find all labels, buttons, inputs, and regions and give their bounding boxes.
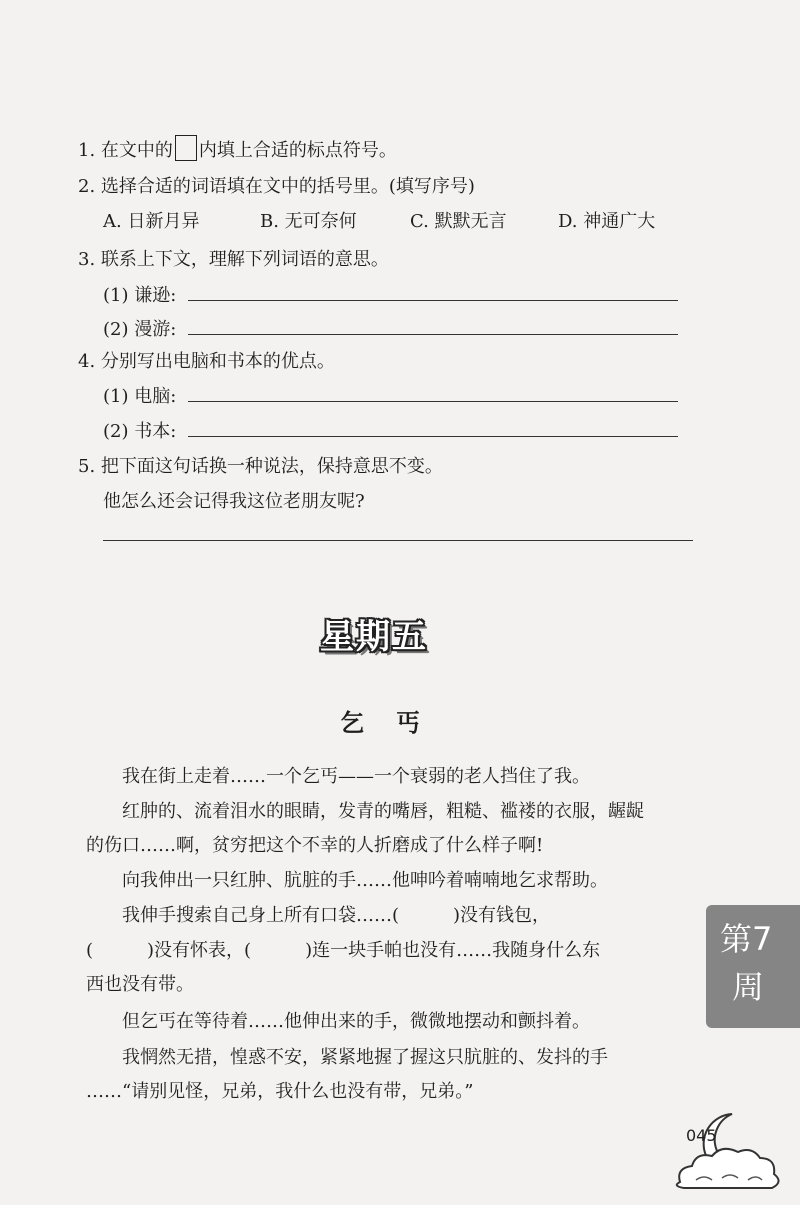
question-3-sub-1: (1) 谦逊:: [103, 285, 177, 306]
story-paragraph-4-line-2: ( )没有怀表，( )连一块手帕也没有……我随身什么东: [86, 940, 601, 961]
moon-cloud-icon: [670, 1100, 790, 1200]
story-paragraph-6-line-2: ……“请别见怪，兄弟，我什么也没有带，兄弟。”: [86, 1081, 474, 1102]
story-paragraph-4-line-3: 西也没有带。: [86, 974, 194, 995]
answer-line-4-2[interactable]: [188, 436, 678, 437]
story-paragraph-6-line-1: 我惘然无措，惶惑不安，紧紧地握了握这只肮脏的、发抖的手: [122, 1047, 608, 1068]
story-paragraph-5: 但乞丐在等待着……他伸出来的手，微微地摆动和颤抖着。: [122, 1011, 590, 1032]
story-paragraph-2-line-1: 红肿的、流着泪水的眼睛，发青的嘴唇，粗糙、褴褛的衣服，龌龊: [122, 801, 644, 822]
question-4-sub-1: (1) 电脑:: [103, 386, 177, 407]
answer-line-3-2[interactable]: [188, 334, 678, 335]
story-paragraph-3: 向我伸出一只红肿、肮脏的手……他呻吟着喃喃地乞求帮助。: [122, 870, 608, 891]
answer-line-4-1[interactable]: [188, 401, 678, 402]
punctuation-box: [175, 135, 197, 161]
question-1-text-start: 1. 在文中的: [78, 140, 173, 161]
question-4: 4. 分别写出电脑和书本的优点。: [78, 351, 335, 372]
option-b: B. 无可奈何: [260, 211, 357, 232]
question-5: 5. 把下面这句话换一种说法，保持意思不变。: [78, 456, 443, 477]
option-c: C. 默默无言: [410, 211, 507, 232]
option-a: A. 日新月异: [103, 211, 200, 232]
question-3-sub-2: (2) 漫游:: [103, 319, 177, 340]
question-5-sentence: 他怎么还会记得我这位老朋友呢?: [103, 491, 365, 512]
story-paragraph-2-line-2: 的伤口……啊，贫穷把这个不幸的人折磨成了什么样子啊!: [86, 835, 544, 856]
story-title: 乞丐: [340, 708, 452, 737]
page-number: 045: [686, 1126, 717, 1145]
answer-line-5[interactable]: [103, 540, 693, 541]
story-paragraph-4-line-1: 我伸手搜索自己身上所有口袋……( )没有钱包，: [122, 905, 551, 926]
question-3: 3. 联系上下文，理解下列词语的意思。: [78, 249, 389, 270]
week-tab: [706, 905, 800, 1028]
week-tab-line-2: 周: [732, 968, 765, 1006]
week-tab-line-1: 第7: [720, 920, 773, 958]
story-paragraph-1: 我在街上走着……一个乞丐——一个衰弱的老人挡住了我。: [122, 766, 590, 787]
answer-line-3-1[interactable]: [188, 300, 678, 301]
question-4-sub-2: (2) 书本:: [103, 421, 177, 442]
option-d: D. 神通广大: [558, 211, 656, 232]
question-1-text-end: 内填上合适的标点符号。: [198, 140, 397, 161]
question-2: 2. 选择合适的词语填在文中的括号里。(填写序号): [78, 176, 475, 197]
day-title: 星期五: [320, 617, 428, 657]
question-1: [78, 135, 397, 163]
